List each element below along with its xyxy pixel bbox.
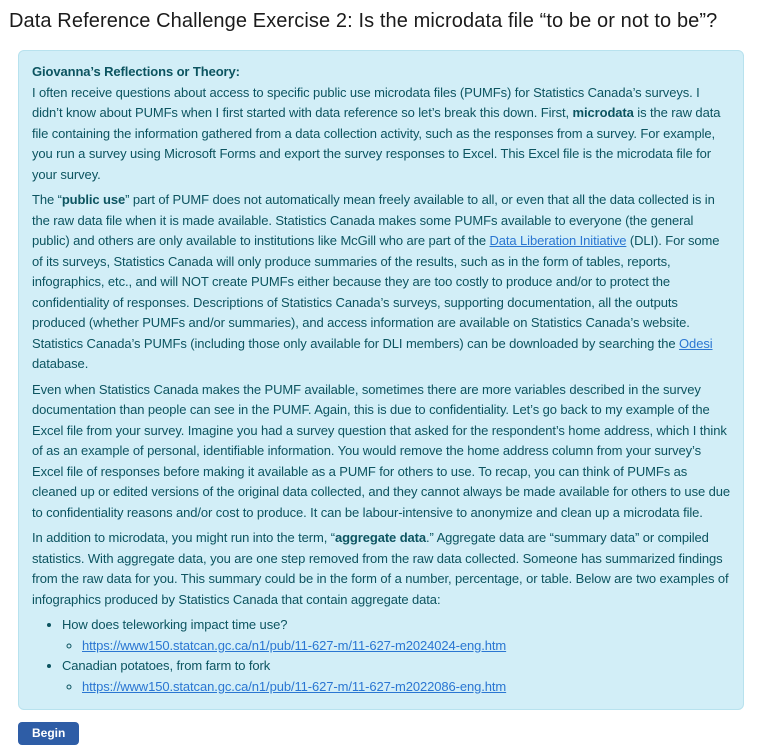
reflections-panel <box>18 50 744 710</box>
infographic-link-teleworking[interactable]: https://www150.statcan.gc.ca/n1/pub/11-627-m/11-627-m2024024-eng.htm <box>82 637 507 653</box>
reflection-paragraph-2 <box>32 190 730 375</box>
bold-text: aggregate data <box>334 530 427 545</box>
text-run: is the raw data file containing the information gathered from a data collection activity, such as the responses from a survey. For example, you run a survey using Microsoft Forms and export the survey responses to Excel. This Excel file is the microdata file for your survey. <box>32 105 721 182</box>
text-run: I often receive questions about access to specific public use microdata files (PUMFs) for Statistics Canada’s surveys. I didn’t know about PUMFs when I first started with data reference so let’s break this down. First, <box>32 84 700 120</box>
list-item-url-row <box>82 636 730 657</box>
bold-text: microdata <box>572 105 634 120</box>
panel-heading: Giovanna’s Reflections or Theory: <box>32 64 240 79</box>
list-item-teleworking <box>62 615 730 656</box>
text-run: .” Aggregate data are “summary data” or compiled statistics. With aggregate data, you are one step removed from the raw data collected. Someone has summarized findings from the raw data for you. This summary could be in the form of a number, percentage, or table. Below are two examples of infographics produced by Statistics Canada that contain aggregate data: <box>32 530 729 607</box>
list-item-label: How does teleworking impact time use? <box>62 617 288 632</box>
text-run: ” part of PUMF does not automatically mean freely available to all, or even that all the data collected is in the raw data file when it is made available. Statistics Canada makes some PUMFs available to everyone (the general public) and others are only available to institutions like McGill who are part of the <box>32 192 715 248</box>
list-item-label: Canadian potatoes, from farm to fork <box>62 658 271 673</box>
list-item-url-row <box>82 677 730 698</box>
list-item-sublist <box>62 636 730 657</box>
text-run: (DLI). For some of its surveys, Statistics Canada will only produce summaries of the results, such as in the form of tables, reports, infographics, etc., and will NOT create PUMFs either because they are too costly to produce and/or to protect the confidentiality of responses. Descriptions of Statistics Canada’s surveys, supporting documentation, all the outputs produced (whether PUMFs and/or summaries), and access information are available on Statistics Canada’s website. Statistics Canada’s PUMFs (including those only available for DLI members) can be downloaded by searching the <box>32 233 720 351</box>
text-run: Even when Statistics Canada makes the PUMF available, sometimes there are more variables described in the survey documentation than people can see in the PUMF. Again, this is due to confidentiality. Let’s go back to my example of the Excel file from your survey. Imagine you had a survey question that asked for the respondent’s home address, which I think of as an example of personal, identifiable information. You would remove the home address column from your survey’s Excel file of responses before making it available as a PUMF for others to use. To recap, you can think of PUMFs as cleaned up or edited versions of the original data collected, and they cannot always be made available for others to use due to confidentiality reasons and/or cost to produce. It can be labour-intensive to anonymize and clean up a microdata file. <box>32 381 730 520</box>
reflection-paragraph-1 <box>32 83 730 186</box>
text-run: database. <box>32 356 89 371</box>
content-wrap <box>18 50 744 745</box>
begin-button[interactable]: Begin <box>18 722 79 745</box>
list-item-sublist <box>62 677 730 698</box>
bold-text: public use <box>61 192 126 207</box>
reflection-paragraph-4 <box>32 528 730 610</box>
inline-link[interactable]: Odesi <box>679 335 713 351</box>
inline-link[interactable]: Data Liberation Initiative <box>489 233 627 248</box>
text-run: In addition to microdata, you might run into the term, “ <box>32 530 335 545</box>
text-run: The “ <box>32 192 62 207</box>
list-item-potatoes <box>62 656 730 697</box>
reflection-paragraph-3 <box>32 380 730 524</box>
infographic-list <box>32 615 730 697</box>
infographic-link-potatoes[interactable]: https://www150.statcan.gc.ca/n1/pub/11-627-m/11-627-m2022086-eng.htm <box>82 678 507 694</box>
page-title: Data Reference Challenge Exercise 2: Is the microdata file “to be or not to be”? <box>9 10 718 32</box>
